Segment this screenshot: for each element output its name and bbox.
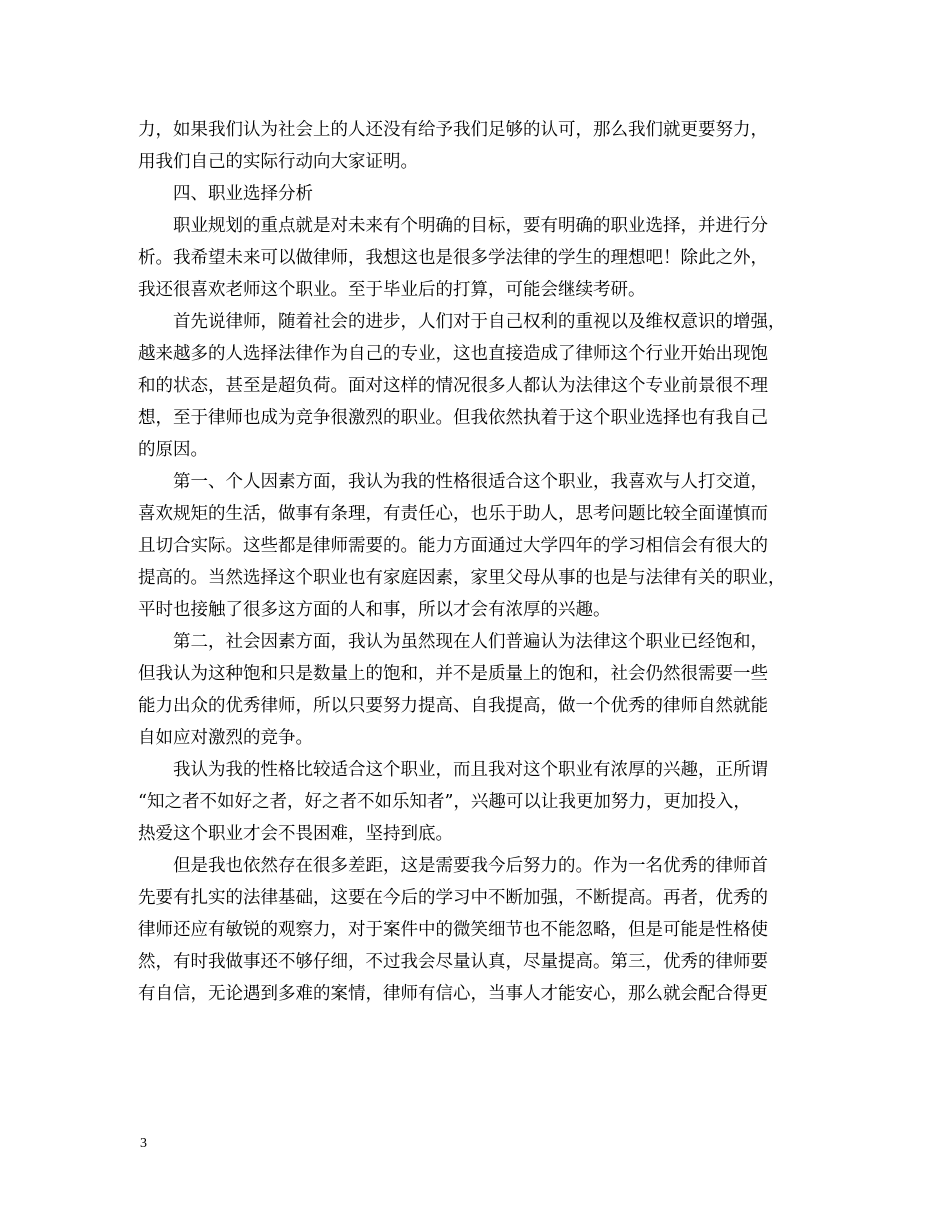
document-body	[138, 114, 814, 1010]
text-line: “知之者不如好之者，好之者不如乐知者”，兴趣可以让我更加努力，更加投入，	[138, 792, 751, 812]
text-line: 四、职业选择分析	[173, 184, 313, 204]
text-line: 喜欢规矩的生活，做事有条理，有责任心，也乐于助人，思考问题比较全面谨慎而	[138, 504, 768, 524]
text-line: 提高的。当然选择这个职业也有家庭因素，家里父母从事的也是与法律有关的职业，	[138, 568, 786, 588]
text-line: 能力出众的优秀律师，所以只要努力提高、自我提高，做一个优秀的律师自然就能	[138, 696, 768, 716]
text-line: 职业规划的重点就是对未来有个明确的目标，要有明确的职业选择，并进行分	[173, 216, 768, 236]
text-line: 先要有扎实的法律基础，这要在今后的学习中不断加强，不断提高。再者，优秀的	[138, 888, 768, 908]
text-line: 析。我希望未来可以做律师，我想这也是很多学法律的学生的理想吧！除此之外，	[138, 248, 768, 268]
text-line: 然，有时我做事还不够仔细，不过我会尽量认真，尽量提高。第三，优秀的律师要	[138, 952, 768, 972]
text-line: 自如应对激烈的竞争。	[138, 728, 313, 748]
text-line: 且切合实际。这些都是律师需要的。能力方面通过大学四年的学习相信会有很大的	[138, 536, 768, 556]
text-line: 但我认为这种饱和只是数量上的饱和，并不是质量上的饱和，社会仍然很需要一些	[138, 664, 768, 684]
text-line: 用我们自己的实际行动向大家证明。	[138, 152, 418, 172]
text-line: 想，至于律师也成为竞争很激烈的职业。但我依然执着于这个职业选择也有我自己	[138, 408, 768, 428]
text-line: 我认为我的性格比较适合这个职业，而且我对这个职业有浓厚的兴趣，正所谓	[173, 760, 768, 780]
text-line: 越来越多的人选择法律作为自己的专业，这也直接造成了律师这个行业开始出现饱	[138, 344, 768, 364]
text-line: 律师还应有敏锐的观察力，对于案件中的微笑细节也不能忽略，但是可能是性格使	[138, 920, 768, 940]
text-line: 和的状态，甚至是超负荷。面对这样的情况很多人都认为法律这个专业前景很不理	[138, 376, 768, 396]
text-line: 力，如果我们认为社会上的人还没有给予我们足够的认可，那么我们就更要努力，	[138, 120, 768, 140]
text-line: 平时也接触了很多这方面的人和事，所以才会有浓厚的兴趣。	[138, 600, 611, 620]
text-line: 我还很喜欢老师这个职业。至于毕业后的打算，可能会继续考研。	[138, 280, 646, 300]
text-line: 第二，社会因素方面，我认为虽然现在人们普遍认为法律这个职业已经饱和，	[173, 632, 768, 652]
text-line: 但是我也依然存在很多差距，这是需要我今后努力的。作为一名优秀的律师首	[173, 856, 768, 876]
text-line: 有自信，无论遇到多难的案情，律师有信心，当事人才能安心，那么就会配合得更	[138, 984, 768, 1004]
text-line: 第一、个人因素方面，我认为我的性格很适合这个职业，我喜欢与人打交道，	[173, 472, 768, 492]
text-line: 热爱这个职业才会不畏困难，坚持到底。	[138, 824, 453, 844]
text-line: 的原因。	[138, 440, 208, 460]
text-line: 首先说律师，随着社会的进步，人们对于自己权利的重视以及维权意识的增强，	[173, 312, 786, 332]
page-number: 3	[140, 1136, 147, 1151]
